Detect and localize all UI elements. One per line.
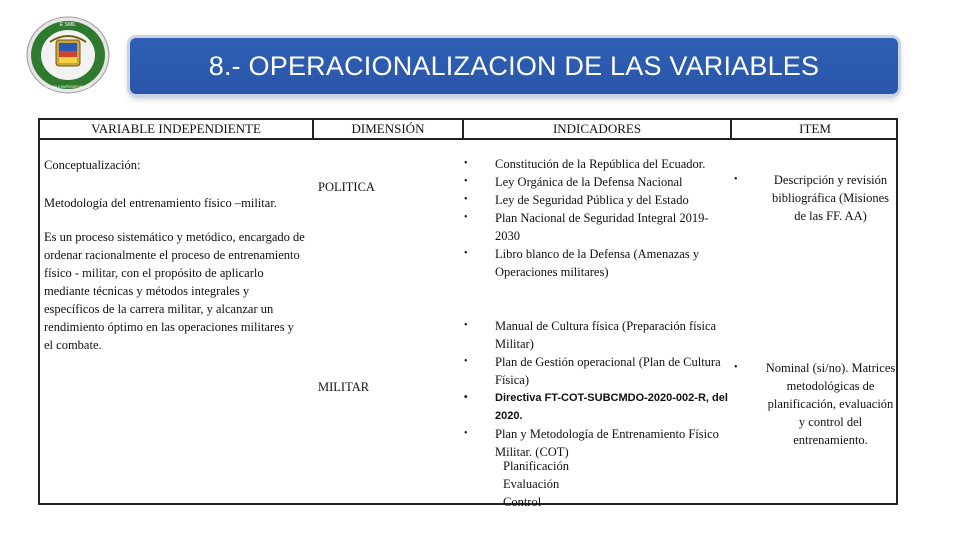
header-variable-independiente: VARIABLE INDEPENDIENTE — [91, 121, 261, 136]
item-list-politica — [734, 171, 896, 225]
header-item: ITEM — [799, 121, 831, 136]
list-item: • Manual de Cultura física (Preparación física Militar) — [464, 317, 730, 353]
list-item: • Descripción y revisión bibliográfica (Misiones de las FF. AA) — [734, 171, 896, 225]
dimension-militar: MILITAR — [318, 380, 370, 394]
operationalization-table — [38, 118, 898, 509]
list-item: • Nominal (si/no). Matrices metodológicas de planificación, evaluación y control del entrenamiento. — [734, 359, 896, 449]
list-item: • Plan Nacional de Seguridad Integral 2019-2030 — [464, 209, 730, 245]
table-header-row — [40, 120, 896, 140]
list-item: • Constitución de la República del Ecuador. — [464, 155, 730, 173]
indicators-militar-list — [464, 317, 730, 461]
variable-description: Es un proceso sistemático y metódico, encargado de ordenar racionalmente el proceso de entrenamiento físico - militar, con el propósito de aplicarlo mediante técnicas y métodos integrales y específicos de la carrera militar, y alcanzar un rendimiento óptimo en las operaciones militares y el combate. — [44, 230, 305, 352]
variable-conceptualization-label: Conceptualización: — [44, 158, 141, 172]
list-item: • Plan de Gestión operacional (Plan de Cultura Física) — [464, 353, 730, 389]
page-title: 8.- OPERACIONALIZACION DE LAS VARIABLES — [208, 50, 820, 81]
sub-item: Planificación — [503, 459, 569, 473]
dimension-politica: POLITICA — [318, 180, 375, 194]
indicators-militar-sublist — [495, 457, 695, 511]
variable-name: Metodología del entrenamiento físico –militar. — [44, 196, 277, 210]
school-emblem-logo — [26, 16, 110, 94]
svg-text:ESCUELA SUPERIOR MILITAR: ESCUELA SUPERIOR MILITAR — [45, 85, 91, 89]
sub-item: Evaluación — [503, 477, 560, 491]
title-banner — [130, 38, 898, 94]
list-item: • Ley Orgánica de la Defensa Nacional — [464, 173, 730, 191]
sub-item: Control — [503, 495, 542, 509]
svg-text:E SMIL: E SMIL — [59, 22, 77, 28]
list-item: • Plan y Metodología de Entrenamiento Físico Militar. (COT) — [464, 425, 730, 461]
list-item: • Libro blanco de la Defensa (Amenazas y Operaciones militares) — [464, 245, 730, 281]
header-dimension: DIMENSIÓN — [351, 121, 425, 136]
indicators-politica-list — [464, 155, 730, 281]
header-indicadores: INDICADORES — [552, 121, 642, 136]
list-item: • Ley de Seguridad Pública y del Estado — [464, 191, 730, 209]
list-item: • Directiva FT-COT-SUBCMDO-2020-002-R, del 2020. — [464, 389, 730, 425]
item-list-militar — [734, 359, 896, 449]
